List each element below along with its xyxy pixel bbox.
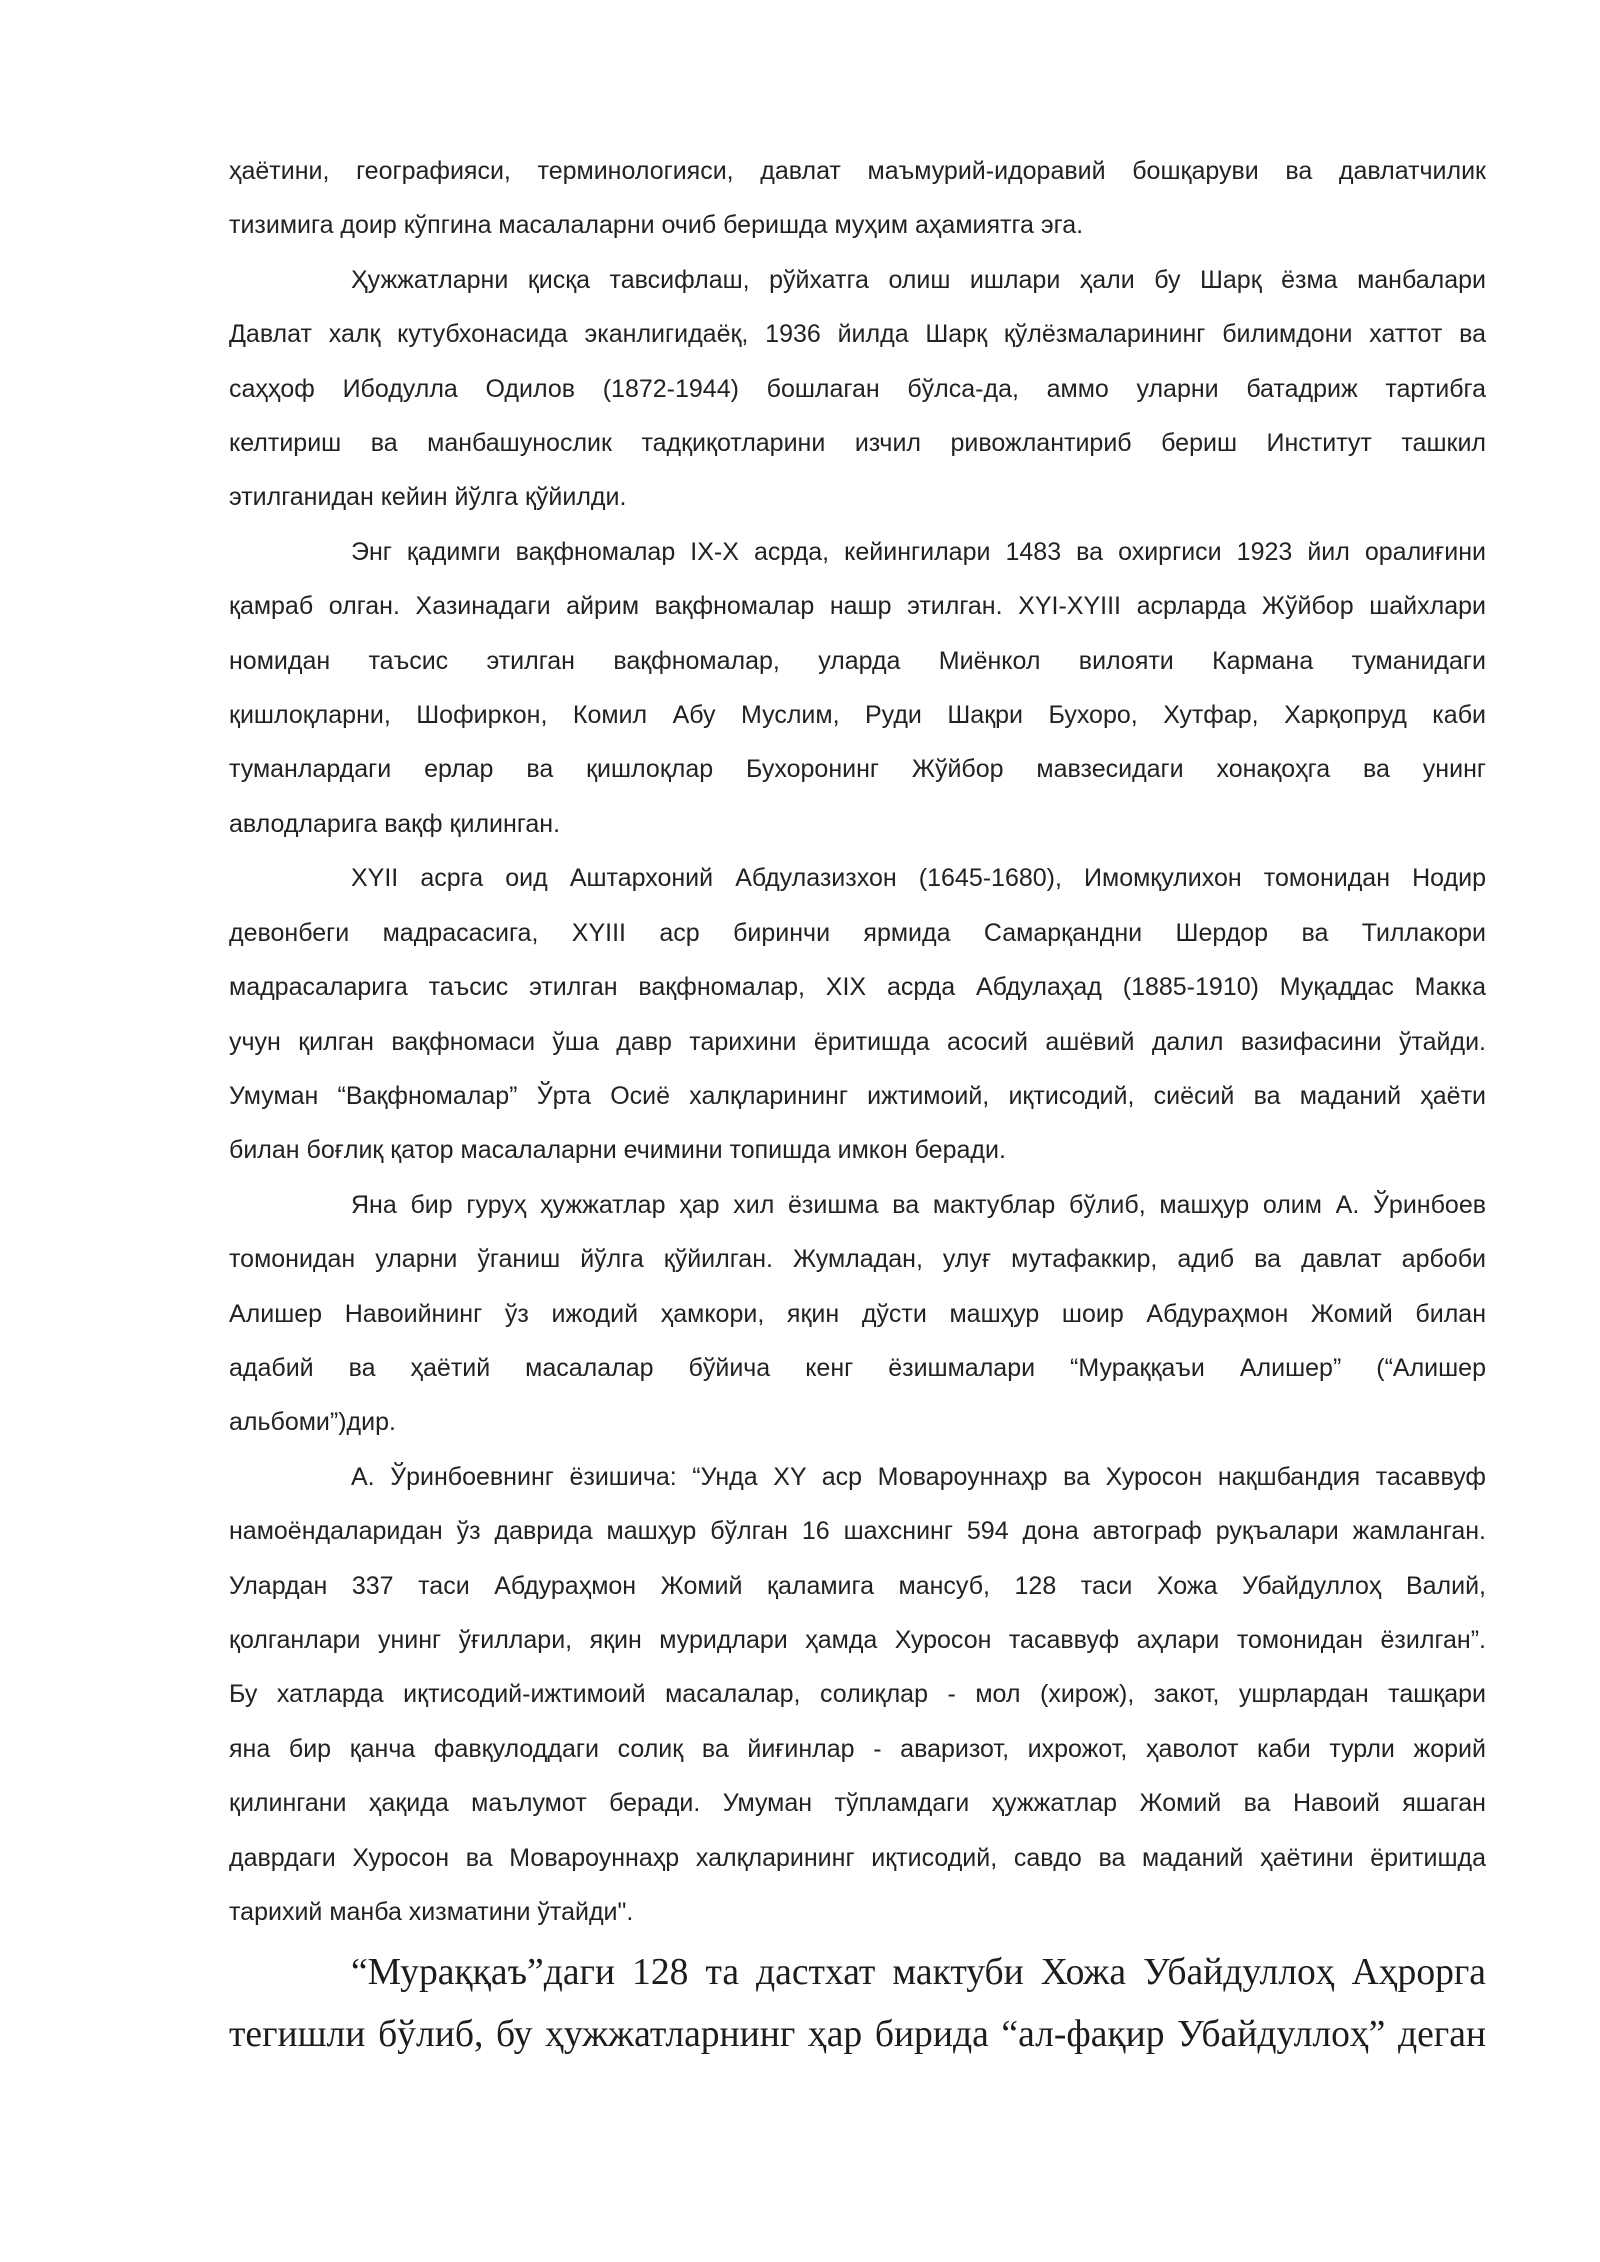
text-line: томонидан уларни ўганиш йўлга қўйилган. Жумладан, улуғ мутафаккир, адиб ва давлат арбоби (229, 1245, 1486, 1274)
text-line: намоёндаларидан ўз даврида машҳур бўлган 16 шахснинг 594 дона автограф руқъалари жамланган. (229, 1517, 1486, 1546)
text-line: адабий ва ҳаётий масалалар бўйича кенг ёзишмалари “Мураққаъи Алишер” (“Алишер (229, 1353, 1486, 1382)
text-line: учун қилган вақфномаси ўша давр тарихини ёритишда асосий ашёвий далил вазифасини ўтайди. (229, 1027, 1486, 1056)
text-line: Улардан 337 таси Абдураҳмон Жомий қаламига мансуб, 128 таси Хожа Убайдуллоҳ Валий, (229, 1571, 1486, 1600)
text-line: тизимига доир кўпгина масалаларни очиб беришда муҳим аҳамиятга эга. (229, 211, 1084, 240)
text-line: авлодларига вақф қилинган. (229, 809, 561, 838)
text-line: тарихий манба хизматини ўтайди". (229, 1898, 634, 1926)
text-line: туманлардаги ерлар ва қишлоқлар Бухоронинг Жўйбор мавзесидаги хонақоҳга ва унинг (229, 755, 1486, 784)
paragraph-3 (229, 525, 1486, 851)
text-line: ҳаётини, географияси, терминологияси, давлат маъмурий-идоравий бошқаруви ва давлатчилик (229, 157, 1486, 185)
document-page (229, 144, 1486, 2066)
text-line: номидан таъсис этилган вақфномалар, уларда Миёнкол вилояти Кармана туманидаги (229, 646, 1486, 675)
text-line: XYII асрга оид Аштархоний Абдулазизхон (1645-1680), Имомқулихон томонидан Нодир (351, 864, 1486, 893)
text-line: мадрасаларига таъсис этилган вақфномалар, XIX асрда Абдулаҳад (1885-1910) Муқаддас Макка (229, 973, 1486, 1002)
text-line: даврдаги Хуросон ва Мовароуннаҳр халқларининг иқтисодий, савдо ва маданий ҳаётини ёритишда (229, 1843, 1486, 1872)
text-line: Ҳужжатларни қисқа тавсифлаш, рўйхатга олиш ишлари ҳали бу Шарқ ёзма манбалари (351, 265, 1486, 294)
paragraph-1 (229, 144, 1486, 253)
text-line: Умуман “Вақфномалар” Ўрта Осиё халқларининг ижтимоий, иқтисодий, сиёсий ва маданий ҳаёти (229, 1081, 1486, 1110)
paragraph-6 (229, 1450, 1486, 1940)
text-line: яна бир қанча фавқулоддаги солиқ ва йиғинлар - аваризот, ихрожот, ҳаволот каби турли жорий (229, 1734, 1486, 1763)
text-line: қолганлари унинг ўғиллари, яқин муридлари ҳамда Хуросон тасаввуф аҳлари томонидан ёзилган”. (229, 1625, 1486, 1654)
text-line: келтириш ва манбашунослик тадқиқотларини изчил ривожлантириб бериш Институт ташкил (229, 429, 1486, 458)
text-line: қишлоқларни, Шофиркон, Комил Абу Муслим, Руди Шақри Бухоро, Хутфар, Харқопруд каби (229, 701, 1486, 730)
text-line: тегишли бўлиб, бу ҳужжатларнинг ҳар бирида “ал-фақир Убайдуллоҳ” деган (229, 2014, 1486, 2056)
text-line: девонбеги мадрасасига, XYIII аср биринчи ярмида Самарқандни Шердор ва Тиллакори (229, 918, 1486, 947)
paragraph-7 (229, 1942, 1486, 2066)
text-line: этилганидан кейин йўлга қўйилди. (229, 483, 627, 512)
text-line: Алишер Навоийнинг ўз ижодий ҳамкори, яқин дўсти машҳур шоир Абдураҳмон Жомий билан (229, 1299, 1486, 1328)
text-line: Яна бир гуруҳ ҳужжатлар ҳар хил ёзишма ва мактублар бўлиб, машҳур олим А. Ўринбоев (351, 1190, 1486, 1219)
text-line: Давлат халқ кутубхонасида эканлигидаёқ, 1936 йилда Шарқ қўлёзмаларининг билимдони хаттот ва (229, 320, 1486, 349)
text-line: альбоми”)дир. (229, 1408, 396, 1437)
text-line: саҳҳоф Ибодулла Одилов (1872-1944) бошлаган бўлса-да, аммо уларни батадриж тартибга (229, 374, 1486, 403)
text-line: қилингани ҳақида маълумот беради. Умуман тўпламдаги ҳужжатлар Жомий ва Навоий яшаган (229, 1789, 1486, 1818)
paragraph-2 (229, 253, 1486, 525)
text-line: қамраб олган. Хазинадаги айрим вақфномалар нашр этилган. XYI-XYIII асрларда Жўйбор шайхлари (229, 592, 1486, 621)
text-line: “Мураққаъ”даги 128 та дастхат мактуби Хожа Убайдуллоҳ Аҳрорга (351, 1952, 1486, 1994)
text-line: Энг қадимги вақфномалар IX-X асрда, кейингилари 1483 ва охиргиси 1923 йил оралиғини (351, 537, 1486, 566)
text-line: А. Ўринбоевнинг ёзишича: “Унда XY аср Мовароуннаҳр ва Хуросон нақшбандия тасаввуф (351, 1462, 1486, 1491)
text-line: билан боғлиқ қатор масалаларни ечимини топишда имкон беради. (229, 1136, 1006, 1165)
text-line: Бу хатларда иқтисодий-ижтимоий масалалар, солиқлар - мол (хирож), закот, ушрлардан ташқари (229, 1680, 1486, 1709)
paragraph-5 (229, 1178, 1486, 1450)
paragraph-4 (229, 851, 1486, 1177)
